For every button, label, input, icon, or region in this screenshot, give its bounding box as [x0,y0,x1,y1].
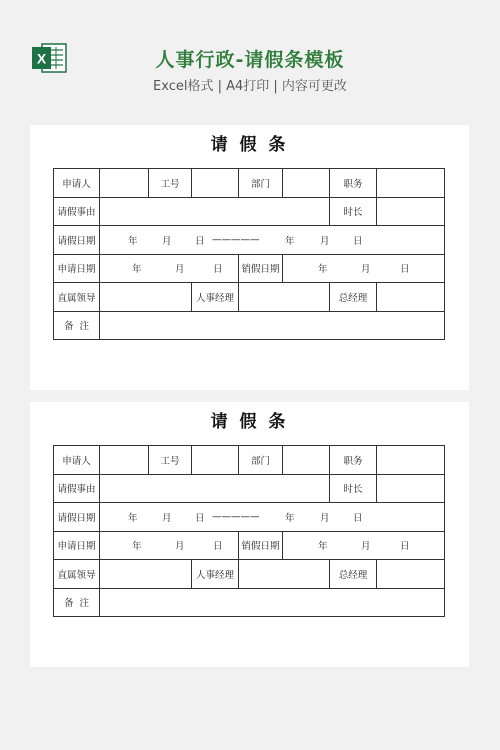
form-row [54,474,445,503]
duration-label: 时长 [330,474,377,503]
leave-end-month-label: 月 [320,235,330,247]
duration-label: 时长 [330,197,377,226]
reason-value[interactable] [100,474,330,503]
department-value[interactable] [283,169,330,198]
page-title: 人事行政-请假条模板 [155,49,345,71]
apply-date-label: 申请日期 [54,531,100,560]
apply-day-label: 日 [213,541,223,553]
leave-date-label: 请假日期 [54,503,100,532]
cancel-date-value[interactable] [283,531,445,560]
cancel-date-label: 销假日期 [239,531,283,560]
employee-id-value[interactable] [192,169,239,198]
page-header [0,0,500,110]
leave-start-year-label: 年 [128,235,138,247]
apply-year-label: 年 [132,541,142,553]
leave-start-month-label: 月 [162,235,172,247]
form-title: 请 假 条 [210,412,289,432]
department-label: 部门 [239,169,283,198]
form-row [54,503,445,532]
leave-end-year-label: 年 [285,235,295,247]
form-row [54,531,445,560]
leave-start-year-label: 年 [128,512,138,524]
duration-value[interactable] [377,474,445,503]
form-row [54,560,445,589]
duration-value[interactable] [377,197,445,226]
form-row [54,226,445,255]
remarks-value[interactable] [100,588,445,617]
leave-start-month-label: 月 [162,512,172,524]
leave-range-separator: ————— [212,511,260,523]
applicant-value[interactable] [100,446,149,475]
reason-label: 请假事由 [54,197,100,226]
cancel-month-label: 月 [361,264,371,276]
form-row [54,254,445,283]
supervisor-value[interactable] [100,560,192,589]
remarks-label: 备 注 [54,588,100,617]
leave-form-table [53,445,445,617]
department-label: 部门 [239,446,283,475]
hr-manager-label: 人事经理 [192,283,239,312]
reason-label: 请假事由 [54,474,100,503]
excel-logo-letter: X [36,50,47,67]
apply-date-value[interactable] [100,254,239,283]
leave-start-day-label: 日 [195,512,205,524]
hr-manager-label: 人事经理 [192,560,239,589]
leave-form-table [53,168,445,340]
general-manager-value[interactable] [377,560,445,589]
cancel-day-label: 日 [400,264,410,276]
leave-date-label: 请假日期 [54,226,100,255]
apply-date-label: 申请日期 [54,254,100,283]
apply-month-label: 月 [175,264,185,276]
form-row [54,446,445,475]
leave-end-month-label: 月 [320,512,330,524]
leave-form-sheet-2 [30,402,469,667]
employee-id-value[interactable] [192,446,239,475]
remarks-value[interactable] [100,311,445,340]
supervisor-label: 直属领导 [54,560,100,589]
leave-end-day-label: 日 [353,512,363,524]
employee-id-label: 工号 [149,169,192,198]
applicant-value[interactable] [100,169,149,198]
general-manager-label: 总经理 [330,283,377,312]
applicant-label: 申请人 [54,169,100,198]
general-manager-value[interactable] [377,283,445,312]
apply-date-value[interactable] [100,531,239,560]
position-label: 职务 [330,169,377,198]
leave-end-day-label: 日 [353,235,363,247]
cancel-year-label: 年 [318,541,328,553]
form-row [54,197,445,226]
hr-manager-value[interactable] [239,560,330,589]
general-manager-label: 总经理 [330,560,377,589]
applicant-label: 申请人 [54,446,100,475]
form-title: 请 假 条 [210,135,289,155]
cancel-day-label: 日 [400,541,410,553]
leave-range-separator: ————— [212,234,260,246]
reason-value[interactable] [100,197,330,226]
leave-date-value[interactable] [100,503,445,532]
supervisor-label: 直属领导 [54,283,100,312]
hr-manager-value[interactable] [239,283,330,312]
supervisor-value[interactable] [100,283,192,312]
cancel-month-label: 月 [361,541,371,553]
leave-start-day-label: 日 [195,235,205,247]
apply-year-label: 年 [132,264,142,276]
form-row [54,169,445,198]
position-label: 职务 [330,446,377,475]
cancel-year-label: 年 [318,264,328,276]
form-row [54,588,445,617]
cancel-date-value[interactable] [283,254,445,283]
leave-date-value[interactable] [100,226,445,255]
page-subtitle: Excel格式 | A4打印 | 内容可更改 [153,79,347,94]
remarks-label: 备 注 [54,311,100,340]
position-value[interactable] [377,446,445,475]
department-value[interactable] [283,446,330,475]
position-value[interactable] [377,169,445,198]
leave-end-year-label: 年 [285,512,295,524]
apply-month-label: 月 [175,541,185,553]
employee-id-label: 工号 [149,446,192,475]
leave-form-sheet-1 [30,125,469,390]
form-row [54,283,445,312]
apply-day-label: 日 [213,264,223,276]
cancel-date-label: 销假日期 [239,254,283,283]
form-row [54,311,445,340]
